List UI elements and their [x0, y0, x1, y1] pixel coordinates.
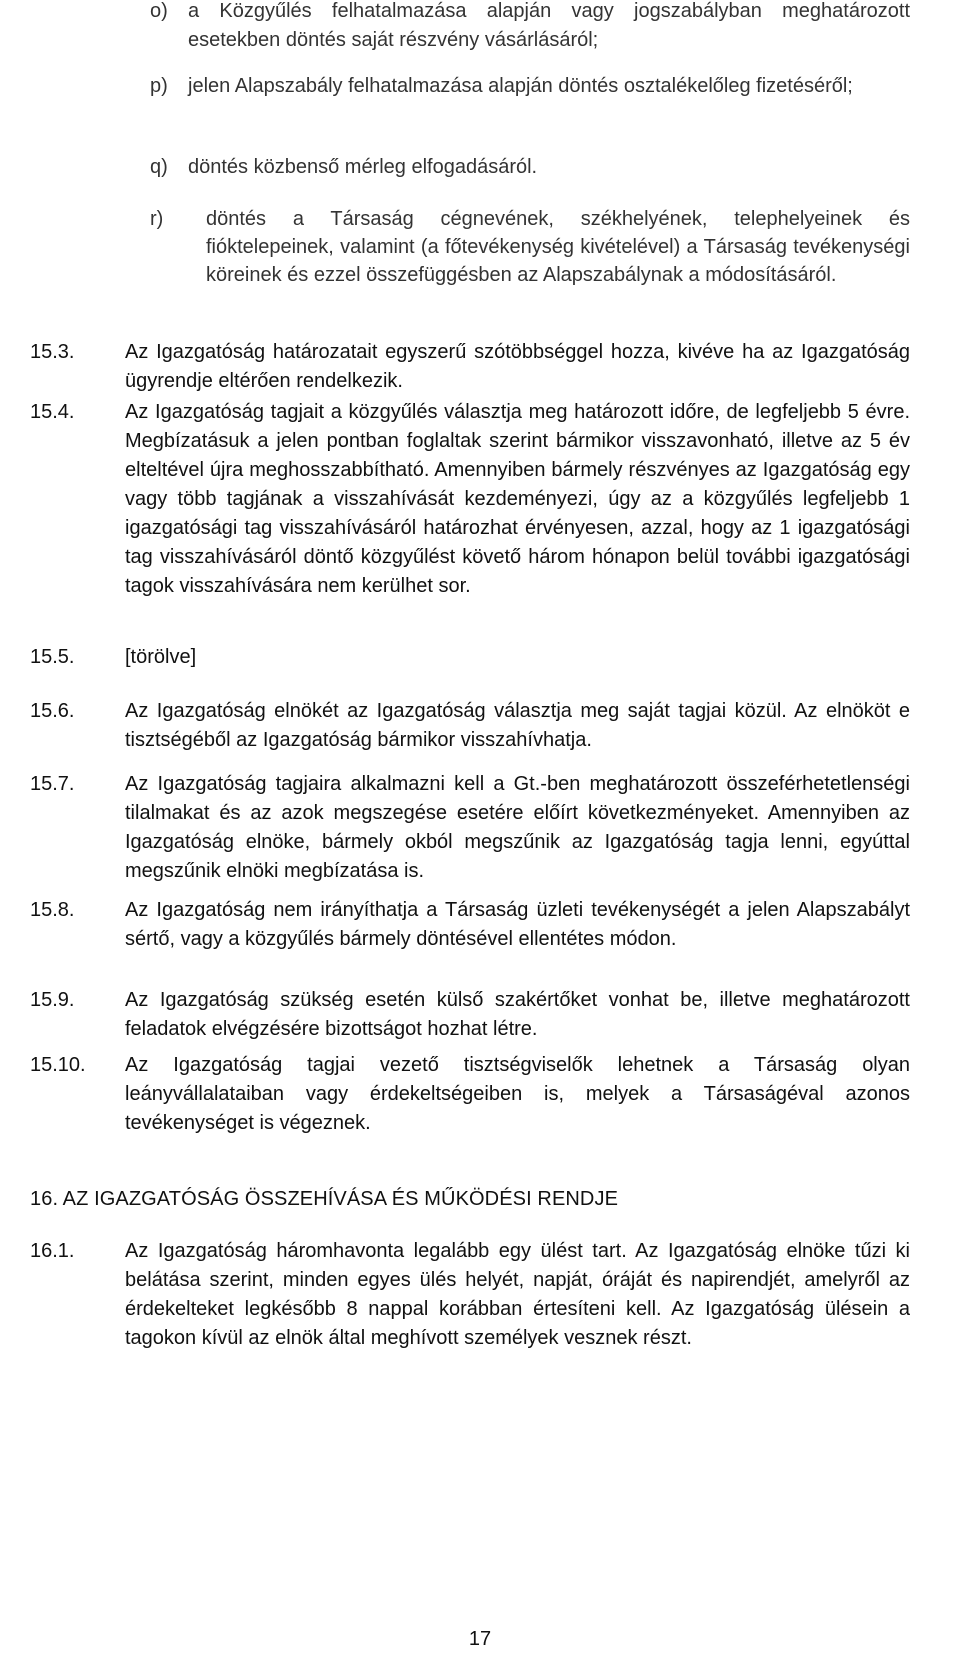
section-number: 15.8.	[30, 899, 75, 921]
section-15-6	[30, 697, 910, 755]
section-number: 15.6.	[30, 700, 75, 722]
section-number: 15.4.	[30, 401, 75, 423]
section-number: 15.3.	[30, 341, 75, 363]
section-text: Az Igazgatóság szükség esetén külső szakértőket vonhat be, illetve meghatározott feladatok elvégzésére bizottságot hozhat létre.	[125, 989, 910, 1040]
section-heading-16: 16. AZ IGAZGATÓSÁG ÖSSZEHÍVÁSA ÉS MŰKÖDÉSI RENDJE	[30, 1188, 619, 1210]
section-number: 15.10.	[30, 1054, 86, 1076]
section-text: Az Igazgatóság nem irányíthatja a Társaság üzleti tevékenységét a jelen Alapszabályt sértő, vagy a közgyűlés bármely döntésével ellentétes módon.	[125, 899, 910, 950]
item-text: a Közgyűlés felhatalmazása alapján vagy jogszabályban meghatározott esetekben döntés saját részvény vásárlásáról;	[188, 0, 910, 51]
list-item-o	[150, 0, 910, 55]
section-text: Az Igazgatóság határozatait egyszerű szótöbbséggel hozza, kivéve ha az Igazgatóság ügyrendje eltérően rendelkezik.	[125, 341, 910, 392]
item-label: r)	[150, 208, 164, 230]
list-item-q	[150, 153, 910, 182]
section-number: 15.9.	[30, 989, 75, 1011]
section-16-1	[30, 1237, 910, 1353]
item-label: p)	[150, 75, 168, 97]
section-15-4	[30, 398, 910, 601]
section-text: Az Igazgatóság elnökét az Igazgatóság választja meg saját tagjai közül. Az elnököt e tisztségéből az Igazgatóság bármikor visszahívhatja.	[125, 700, 910, 751]
section-text: Az Igazgatóság tagjai vezető tisztségviselők lehetnek a Társaság olyan leányvállalataiban vagy érdekeltségeiben is, melyek a Társaságéval azonos tevékenységet is végeznek.	[125, 1054, 910, 1134]
list-item-p	[150, 72, 910, 101]
section-number: 15.5.	[30, 646, 75, 668]
section-text: Az Igazgatóság háromhavonta legalább egy ülést tart. Az Igazgatóság elnöke tűzi ki belátása szerint, minden egyes ülés helyét, napját, óráját és napirendjét, amelyről az érdekelteket legkésőbb 8 nappal korábban értesíteni kell. Az Igazgatóság ülésein a tagokon kívül az elnök által meghívott személyek vesznek részt.	[125, 1240, 910, 1349]
item-text: döntés a Társaság cégnevének, székhelyének, telephelyeinek és fióktelepeinek, valamint (a főtevékenység kivételével) a Társaság tevékenységi köreinek és ezzel összefüggésben az Alapszabálynak a módosításáról.	[206, 208, 910, 286]
section-15-10	[30, 1051, 910, 1138]
item-label: o)	[150, 0, 168, 22]
list-item-r	[150, 205, 910, 289]
section-15-5	[30, 643, 910, 672]
section-15-3	[30, 338, 910, 396]
section-number: 15.7.	[30, 773, 75, 795]
section-number: 16.1.	[30, 1240, 75, 1262]
section-text: Az Igazgatóság tagjait a közgyűlés választja meg határozott időre, de legfeljebb 5 évre. Megbízatásuk a jelen pontban foglaltak szerint bármikor visszavonható, illetve az 5 év elteltével újra meghosszabbítható. Amennyiben bármely részvényes az Igazgatóság egy vagy több tagjának a visszahívását kezdeményezi, úgy az a közgyűlés legfeljebb 1 igazgatósági tag visszahívásáról határozhat érvényesen, azzal, hogy az 1 igazgatósági tag visszahívásáról döntő közgyűlést követő három hónapon belül további igazgatósági tagok visszahívására nem kerülhet sor.	[125, 401, 910, 597]
page-number: 17	[468, 1628, 492, 1650]
section-15-7	[30, 770, 910, 886]
item-text: jelen Alapszabály felhatalmazása alapján döntés osztalékelőleg fizetéséről;	[188, 75, 853, 97]
item-label: q)	[150, 156, 168, 178]
item-text: döntés közbenső mérleg elfogadásáról.	[188, 156, 538, 178]
section-15-8	[30, 896, 910, 954]
section-15-9	[30, 986, 910, 1044]
section-text: Az Igazgatóság tagjaira alkalmazni kell a Gt.-ben meghatározott összeférhetetlenségi tilalmakat és az azok megszegése esetére előírt következményeket. Amennyiben az Igazgatóság elnöke, bármely okból megszűnik az Igazgatóság tagja lenni, egyúttal megszűnik elnöki megbízatása is.	[125, 773, 910, 882]
section-text: [törölve]	[125, 646, 197, 668]
